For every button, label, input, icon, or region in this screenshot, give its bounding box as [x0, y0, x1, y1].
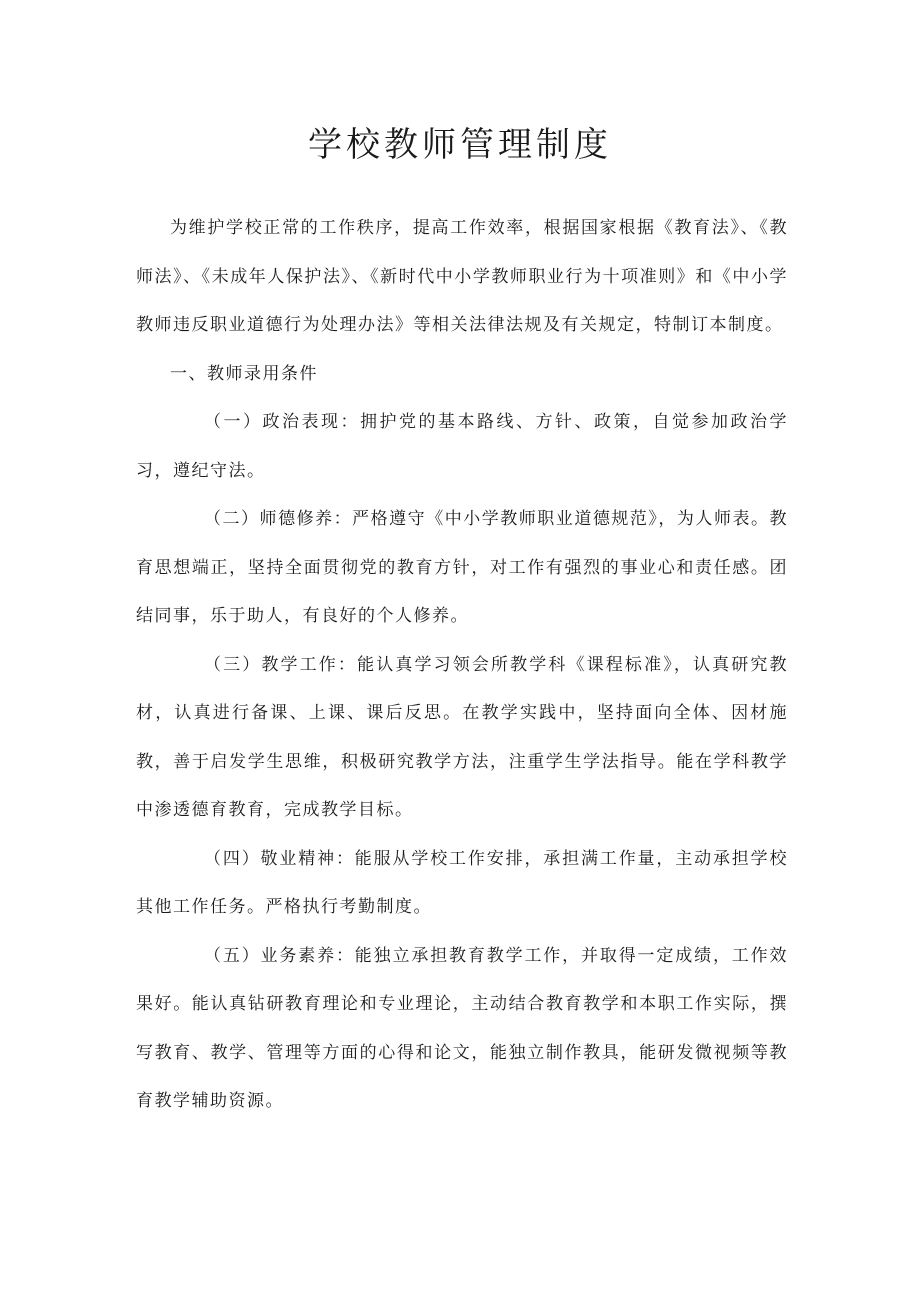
clause-paragraph: （五）业务素养：能独立承担教育教学工作，并取得一定成绩，工作效果好。能认真钻研教育理论和专业理论，主动结合教育教学和本职工作实际，撰写教育、教学、管理等方面的心得和论文，能独立制作教具，能研发微视频等教育教学辅助资源。: [136, 945, 788, 1111]
document-body: [136, 204, 788, 1126]
clause-paragraph: （一）政治表现：拥护党的基本路线、方针、政策，自觉参加政治学习，遵纪守法。: [136, 412, 788, 481]
clause-paragraph: （二）师德修养：严格遵守《中小学教师职业道德规范》，为人师表。教育思想端正，坚持全面贯彻党的教育方针，对工作有强烈的事业心和责任感。团结同事，乐于助人，有良好的个人修养。: [136, 509, 788, 626]
clause-paragraph: （三）教学工作：能认真学习领会所教学科《课程标准》，认真研究教材，认真进行备课、上课、课后反思。在教学实践中，坚持面向全体、因材施教，善于启发学生思维，积极研究教学方法，注重学生学法指导。能在学科教学中渗透德育教育，完成教学目标。: [136, 654, 788, 820]
intro-paragraph: 为维护学校正常的工作秩序，提高工作效率，根据国家根据《教育法》、《教师法》、《未成年人保护法》、《新时代中小学教师职业行为十项准则》和《中小学教师违反职业道德行为处理办法》等相关法律法规及有关规定，特制订本制度。: [136, 218, 788, 335]
section-heading: 一、教师录用条件: [170, 363, 318, 384]
page-title: 学校教师管理制度: [308, 125, 612, 165]
clause-paragraph: （四）敬业精神：能服从学校工作安排，承担满工作量，主动承担学校其他工作任务。严格执行考勤制度。: [136, 848, 788, 917]
